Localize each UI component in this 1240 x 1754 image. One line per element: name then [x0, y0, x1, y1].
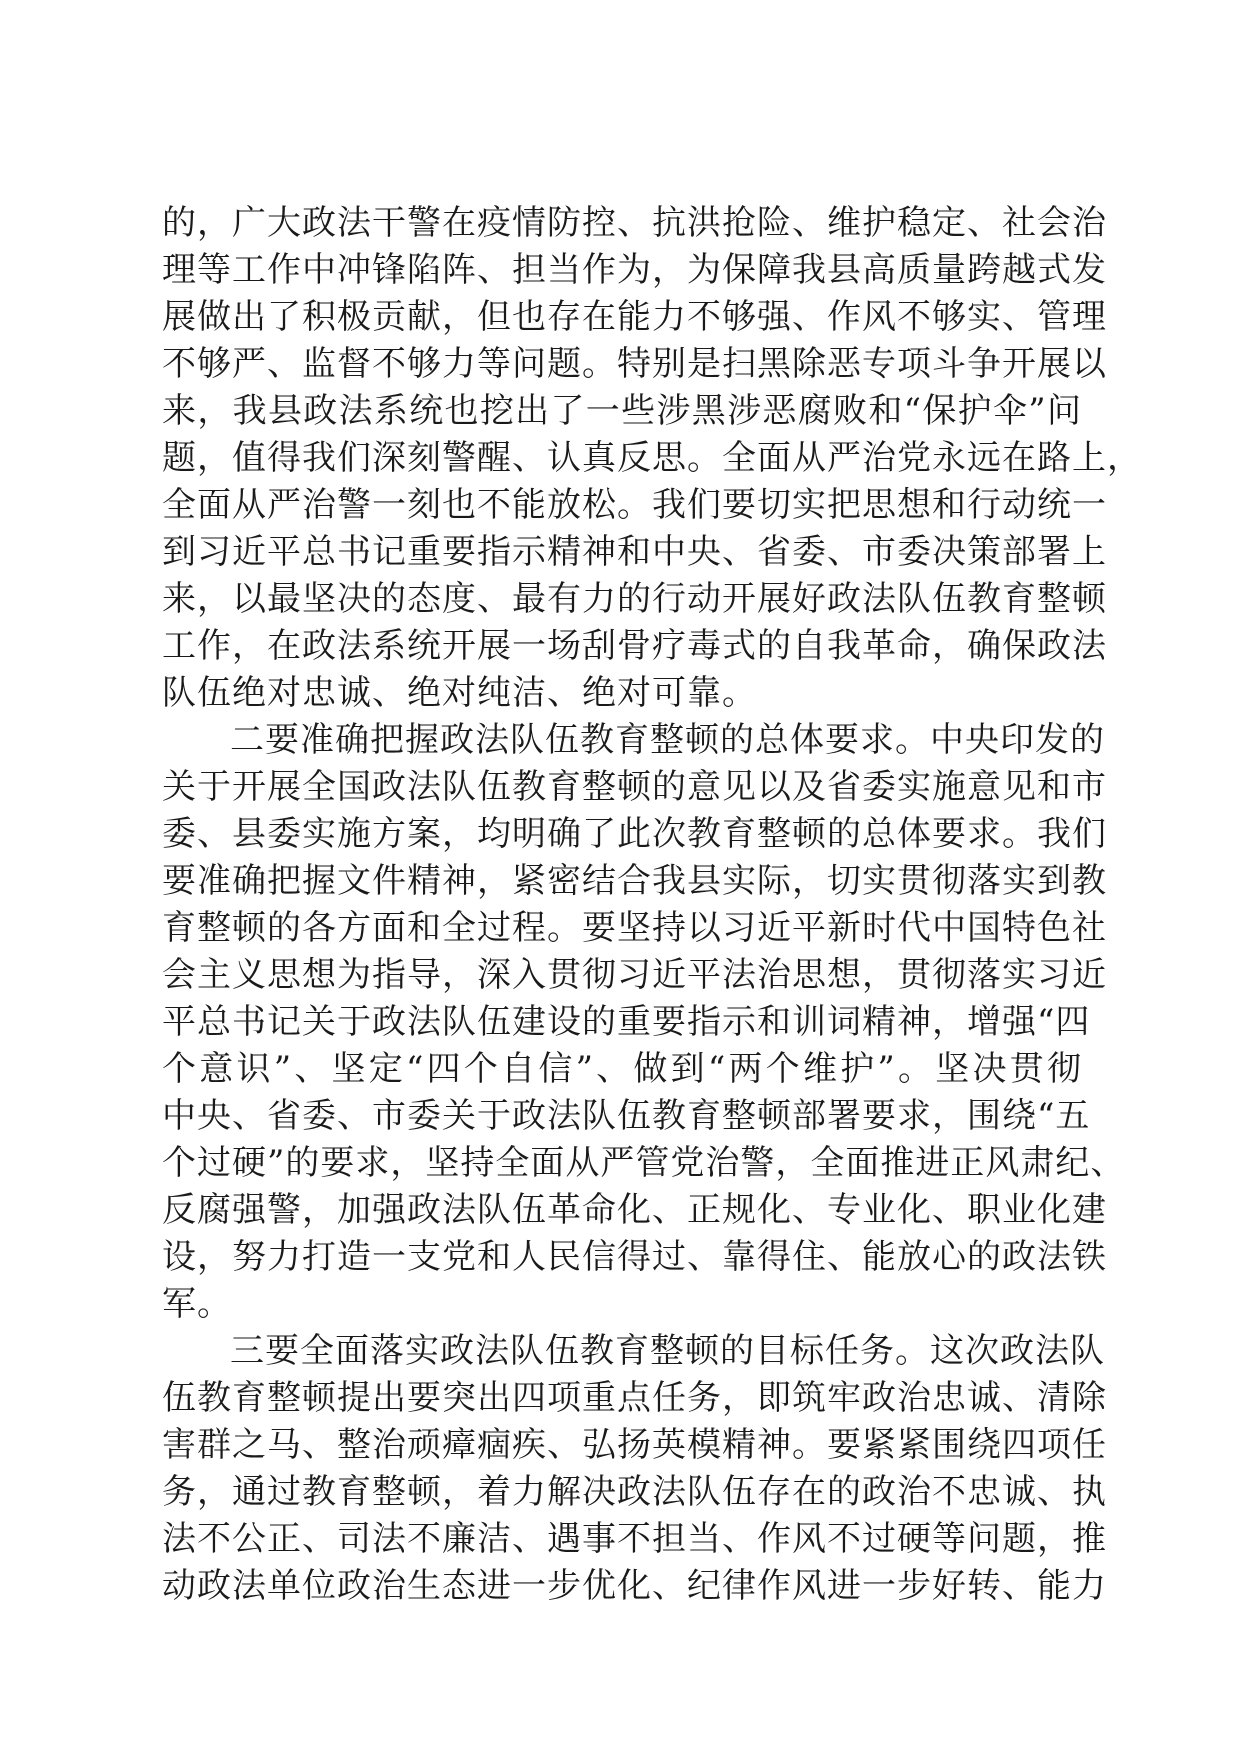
- text-line: 反腐强警，加强政法队伍革命化、正规化、专业化、职业化建: [162, 1190, 1107, 1230]
- text-line: 法不公正、司法不廉洁、遇事不担当、作风不过硬等问题，推: [162, 1519, 1107, 1559]
- text-line: 题，值得我们深刻警醒、认真反思。全面从严治党永远在路上，: [162, 438, 1142, 478]
- paragraph-end-line: 队伍绝对忠诚、绝对纯洁、绝对可靠。: [162, 673, 757, 713]
- paragraph-end-line: 军。: [162, 1284, 232, 1324]
- text-line: 全面从严治警一刻也不能放松。我们要切实把思想和行动统一: [162, 485, 1107, 525]
- text-line: 展做出了积极贡献，但也存在能力不够强、作风不够实、管理: [162, 297, 1107, 337]
- text-line: 个意识”、坚定“四个自信”、做到“两个维护”。坚决贯彻: [162, 1049, 1082, 1089]
- text-line: 设，努力打造一支党和人民信得过、靠得住、能放心的政法铁: [162, 1237, 1107, 1277]
- text-line: 害群之马、整治顽瘴痼疾、弘扬英模精神。要紧紧围绕四项任: [162, 1425, 1107, 1465]
- text-line: 来，我县政法系统也挖出了一些涉黑涉恶腐败和“保护伞”问: [162, 391, 1082, 431]
- text-line: 理等工作中冲锋陷阵、担当作为，为保障我县高质量跨越式发: [162, 250, 1107, 290]
- text-line: 中央、省委、市委关于政法队伍教育整顿部署要求，围绕“五: [162, 1096, 1091, 1136]
- text-line: 伍教育整顿提出要突出四项重点任务，即筑牢政治忠诚、清除: [162, 1378, 1107, 1418]
- text-line: 要准确把握文件精神，紧密结合我县实际，切实贯彻落实到教: [162, 861, 1107, 901]
- text-line: 动政法单位政治生态进一步优化、纪律作风进一步好转、能力: [162, 1566, 1107, 1606]
- body-text: [162, 200, 1142, 1610]
- text-line: 工作，在政法系统开展一场刮骨疗毒式的自我革命，确保政法: [162, 626, 1107, 666]
- text-line: 委、县委实施方案，均明确了此次教育整顿的总体要求。我们: [162, 814, 1107, 854]
- text-line: 的，广大政法干警在疫情防控、抗洪抢险、维护稳定、社会治: [162, 203, 1107, 243]
- paragraph-start-line: 三要全面落实政法队伍教育整顿的目标任务。这次政法队: [230, 1331, 1105, 1371]
- text-line: 育整顿的各方面和全过程。要坚持以习近平新时代中国特色社: [162, 908, 1107, 948]
- text-line: 来，以最坚决的态度、最有力的行动开展好政法队伍教育整顿: [162, 579, 1107, 619]
- text-line: 关于开展全国政法队伍教育整顿的意见以及省委实施意见和市: [162, 767, 1107, 807]
- text-line: 平总书记关于政法队伍建设的重要指示和训词精神，增强“四: [162, 1002, 1091, 1042]
- paragraph-start-line: 二要准确把握政法队伍教育整顿的总体要求。中央印发的: [230, 720, 1105, 760]
- text-line: 个过硬”的要求，坚持全面从严管党治警，全面推进正风肃纪、: [162, 1143, 1126, 1183]
- text-line: 务，通过教育整顿，着力解决政法队伍存在的政治不忠诚、执: [162, 1472, 1107, 1512]
- text-line: 到习近平总书记重要指示精神和中央、省委、市委决策部署上: [162, 532, 1107, 572]
- text-line: 不够严、监督不够力等问题。特别是扫黑除恶专项斗争开展以: [162, 344, 1107, 384]
- text-line: 会主义思想为指导，深入贯彻习近平法治思想，贯彻落实习近: [162, 955, 1107, 995]
